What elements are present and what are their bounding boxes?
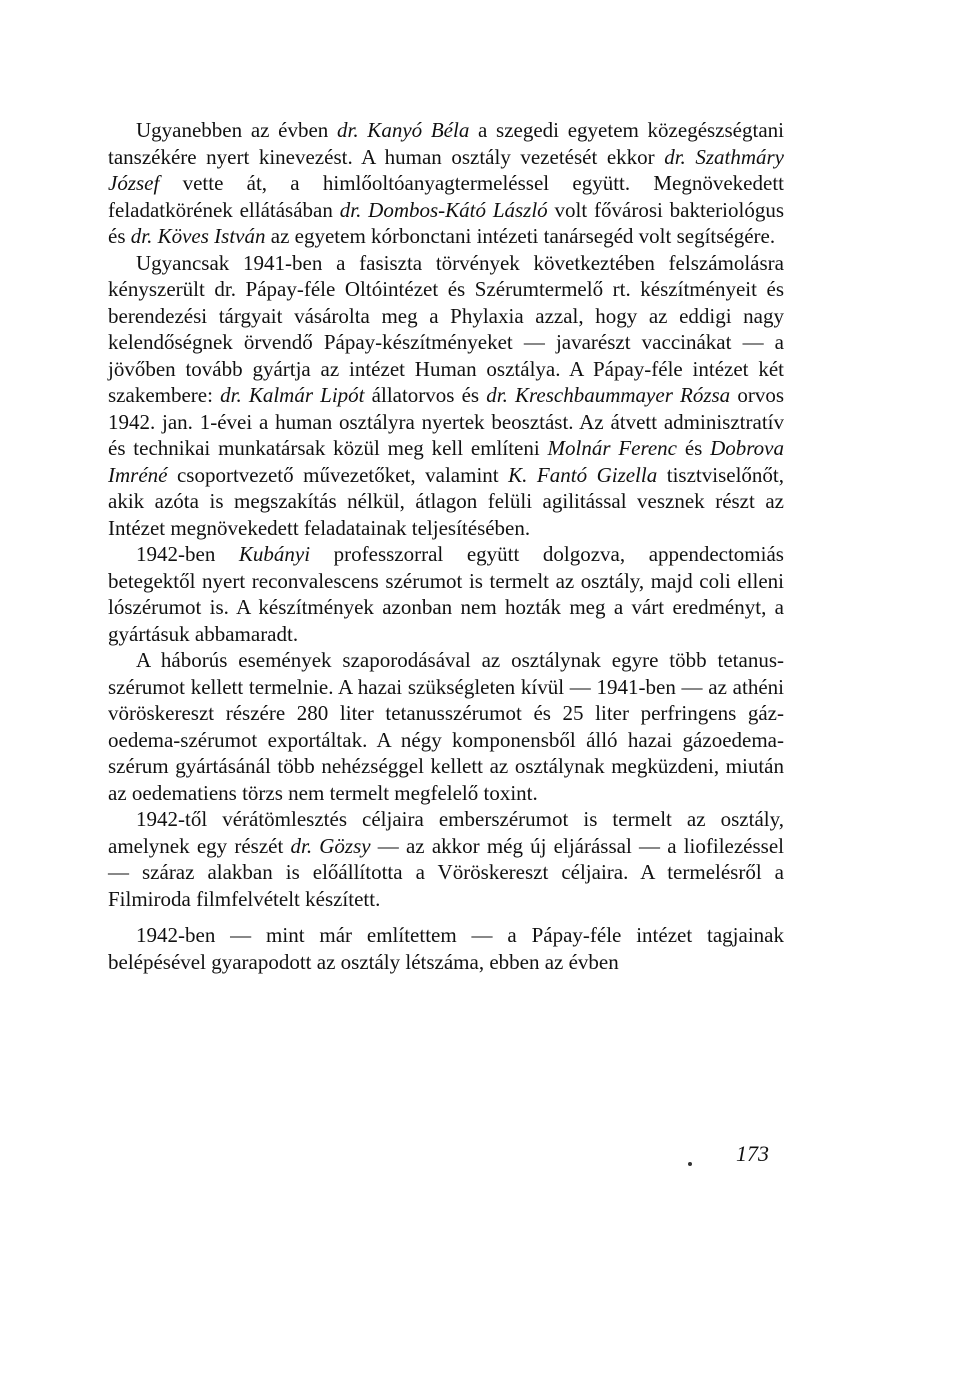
italic-name: dr. Köves István [130,224,266,248]
page-number: 173 [736,1141,769,1166]
text-run: volt fővárosi bakteriológus és [108,197,784,248]
text-run: orvos 1942. jan. 1-évei a human osztályra nyertek beosztást. Az átvett adminisztratív és technikai munkatársak közül meg kell említeni [108,383,784,460]
italic-name: dr. Kalmár Lipót [220,383,365,407]
text-run: professzorral együtt dolgozva, appendectomiás betegektől nyert reconvalescens szérumot is termelt az osztály, majd coli elleni lószérumot is. A készítmények azonban nem hozták meg a várt eredményt, a gyártásuk abbamaradt. [108,542,784,646]
text-run: tisztviselőnőt, akik azóta is megszakítás nélkül, átlagon felüli agilitással vesznek részt az Intézet megnövekedett feladatainak teljesítésében. [108,462,784,540]
text-run: 1942-ben [136,542,239,566]
text-run: Ugyanebben az évben [136,118,338,142]
text-run: 1942-ben — mint már említettem — a Pápay-féle intézet tagjainak belépésével gyarapodott az osztály létszáma, ebben az évben [108,923,784,974]
paragraph [108,117,784,250]
text-run: a szegedi egyetem közegészségtani tanszékére nyert kinevezést. A human osztály vezetését ekkor [108,118,784,169]
text-run: vette át, a himlőoltóanyagtermeléssel együtt. Megnövekedett feladatkörének ellátásában [108,171,784,222]
text-run: és [677,436,711,460]
paragraph [108,922,784,975]
italic-name: dr. Szathmáry József [108,144,785,195]
italic-name: dr. Gözsy [290,833,371,858]
italic-name: Molnár Ferenc [547,436,678,460]
text-run: 1942-től vérátömlesztés céljaira emberszérumot is termelt az osztály, amelynek egy részét [108,807,784,858]
text-run: Ugyancsak 1941-ben a fasiszta törvények következtében felszámolásra kényszerült dr. Pápay-féle Oltóintézet és Szérumtermelő rt. készítményeit és berendezési tárgyait vásárolta meg a Phylaxia azzal, hogy az eddigi nagy kelendőségnek örvendő Pápay-készítményeket — javarészt vaccinákat — a jövőben tovább gyártja az intézet Human osztálya. A Pápay-féle intézet két szakembere: [108,250,784,407]
text-run: csoportvezető művezetőket, valamint [167,462,509,487]
text-run: állatorvos és [364,383,487,407]
paragraph [108,806,784,912]
text-run: — az akkor még új eljárással — a liofilezéssel — száraz alakban is előállította a Vöröskereszt céljaira. A termelésről a Filmiroda filmfelvételt készített. [108,833,784,911]
text-run: A háborús események szaporodásával az osztálynak egyre több tetanus-szérumot kellett termelnie. A hazai szükségleten kívül — 1941-ben — az athéni vöröskereszt részére 280 liter tetanusszérumot és 25 liter perfringens gáz-oedema-szérumot exportáltak. A négy komponensből álló hazai gázoedema-szérum gyártásánál több nehézséggel kellett az osztálynak megküzdeni, miután az oedematiens törzs nem termelt megfelelő toxint. [108,648,784,805]
italic-name: Kubányi [238,542,311,566]
page-text [108,117,784,975]
italic-name: dr. Dombos-Kátó László [339,197,548,222]
stray-dot [688,1162,692,1166]
text-run: az egyetem kórbonctani intézeti tanársegéd volt segítségére. [265,224,776,248]
italic-name: dr. Kanyó Béla [337,118,470,142]
italic-name: dr. Kreschbaummayer Rózsa [486,383,731,407]
italic-name: K. Fantó Gizella [508,462,658,487]
italic-name: Dobrova Imréné [108,436,785,487]
paragraph [108,647,784,806]
paragraph [108,541,784,647]
paragraph [108,250,784,542]
